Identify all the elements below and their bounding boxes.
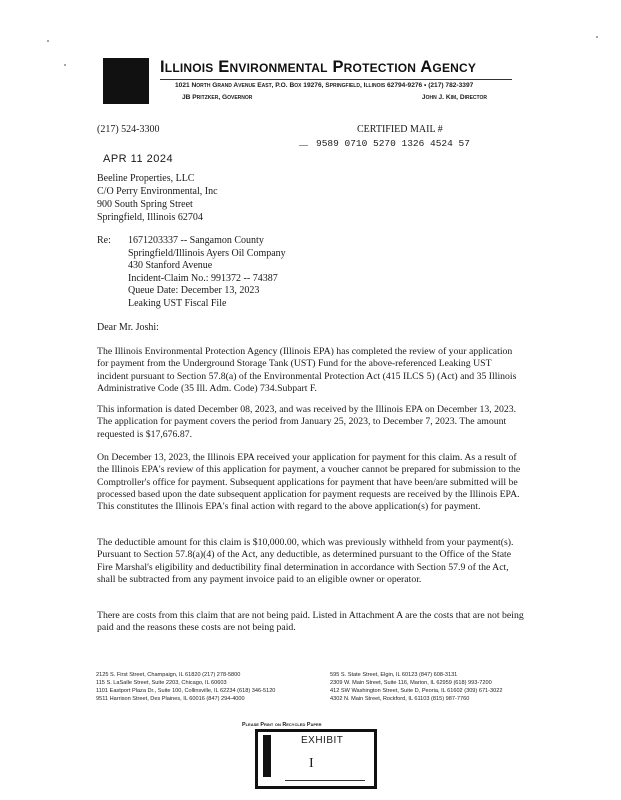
- recipient-line: C/O Perry Environmental, Inc: [97, 186, 218, 198]
- footer-office-line: 115 S. LaSalle Street, Suite 2203, Chicago, IL 60603: [96, 680, 227, 687]
- recipient-line: Beeline Properties, LLC: [97, 173, 195, 184]
- scan-speck: [64, 64, 66, 66]
- re-line: Queue Date: December 13, 2023: [128, 285, 260, 297]
- agency-name: Illinois Environmental Protection Agency: [160, 58, 477, 76]
- recipient-address: [97, 172, 218, 224]
- body-paragraph: There are costs from this claim that are not being paid. Listed in Attachment A are the costs that are not being paid and the reasons these costs are not being paid.: [97, 610, 524, 634]
- re-line: Incident-Claim No.: 991372 -- 74387: [128, 272, 278, 284]
- scan-speck: [47, 40, 49, 42]
- certified-mail-label: CERTIFIED MAIL #: [357, 124, 443, 135]
- recycled-paper-note: Please Print on Recycled Paper: [242, 722, 322, 728]
- body-paragraph: The Illinois Environmental Protection Agency (Illinois EPA) has completed the review of your application for payment from the Underground Storage Tank (UST) Fund for the above-referenced Leaking UST incident pursuant to Section 57.8(a) of the Environmental Protection Act (415 ILCS 5) (Act) and 35 Illinois Administrative Code (35 Ill. Adm. Code) 734.Subpart F.: [97, 346, 517, 394]
- re-label: Re:: [97, 235, 111, 246]
- re-line: 430 Stanford Avenue: [128, 260, 213, 272]
- body-paragraph: This information is dated December 08, 2023, and was received by the Illinois EPA on December 13, 2023. The application for payment covers the period from January 25, 2023, to December 7, 2023. The amount requested is $17,676.87.: [97, 404, 517, 440]
- date-stamp: APR 11 2024: [103, 153, 174, 165]
- re-line: Leaking UST Fiscal File: [128, 297, 227, 309]
- re-block: [128, 235, 286, 311]
- footer-office-line: 2125 S. First Street, Champaign, IL 61820 (217) 278-5800: [96, 672, 241, 678]
- governor-name: JB Pritzker, Governor: [182, 94, 253, 101]
- agency-address: 1021 North Grand Avenue East, P.O. Box 19276, Springfield, Illinois 62794-9276 • (217) 782-3397: [175, 82, 474, 89]
- director-name: John J. Kim, Director: [421, 94, 487, 101]
- footer-office-line: 412 SW Washington Street, Suite D, Peoria, IL 61602 (309) 671-3022: [330, 688, 503, 695]
- body-paragraph: The deductible amount for this claim is $10,000.00, which was previously withheld from your payment(s). Pursuant to Section 57.8(a)(4) of the Act, any deductible, as determined pursuant to the Office of the State Fire Marshal's eligibility and deductibility final determination in accordance with Section 57.9 of the Act, shall be subtracted from any payment invoice paid to an eligible owner or operator.: [97, 537, 514, 585]
- agency-logo: [103, 58, 149, 104]
- footer-office-line: 595 S. State Street, Elgin, IL 60123 (847) 608-3131: [330, 672, 458, 678]
- footer-office-line: 4302 N. Main Street, Rockford, IL 61103 (815) 987-7760: [330, 696, 470, 703]
- footer-offices-right: [330, 671, 502, 703]
- exhibit-label: EXHIBIT: [301, 735, 344, 746]
- certified-mail-number: 9589 0710 5270 1326 4524 57: [316, 138, 470, 149]
- scan-speck: [596, 36, 598, 38]
- recipient-line: 900 South Spring Street: [97, 199, 193, 211]
- exhibit-underline: [285, 780, 365, 781]
- letterhead-divider: [160, 79, 512, 80]
- agency-officials: [182, 94, 487, 101]
- re-line: Springfield/Illinois Ayers Oil Company: [128, 247, 286, 259]
- body-paragraph: On December 13, 2023, the Illinois EPA received your application for payment for this claim. As a result of the Illinois EPA's review of this application for payment, a voucher cannot be prepared for submission to the Comptroller's office for payment. Subsequent applications for payment that have been/are submitted will be processed based upon the date subsequent application for payment requests are received by the Illinois EPA. This constitutes the Illinois EPA's final action with regard to the above application(s) for payment.: [97, 452, 521, 513]
- exhibit-sticker-bar: [263, 735, 271, 777]
- salutation: Dear Mr. Joshi:: [97, 322, 159, 333]
- re-line: 1671203337 -- Sangamon County: [128, 235, 264, 246]
- footer-offices-left: [96, 671, 275, 703]
- exhibit-number: I: [309, 756, 314, 771]
- footer-office-line: 2309 W. Main Street, Suite 116, Marion, IL 62959 (618) 993-7200: [330, 680, 492, 687]
- footer-office-line: 1101 Eastport Plaza Dr., Suite 100, Collinsville, IL 62234 (618) 346-5120: [96, 688, 276, 695]
- certified-mail-dash: —: [299, 140, 308, 150]
- footer-office-line: 9511 Harrison Street, Des Plaines, IL 60016 (847) 294-4000: [96, 696, 245, 703]
- phone-number: (217) 524-3300: [97, 124, 160, 135]
- recipient-line: Springfield, Illinois 62704: [97, 212, 203, 224]
